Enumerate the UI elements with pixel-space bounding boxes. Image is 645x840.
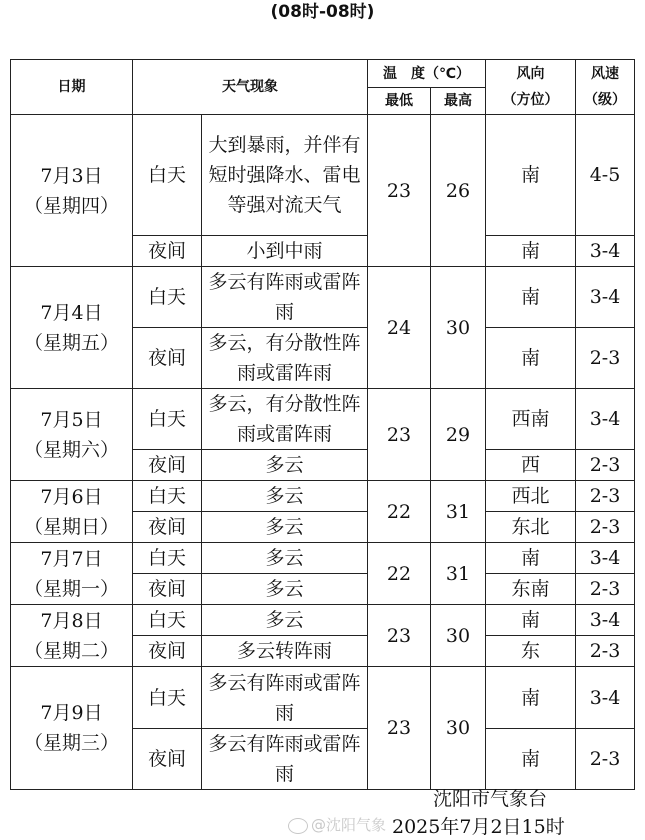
wind-speed-night: 2-3	[576, 512, 635, 543]
date-cell	[11, 115, 133, 267]
weekday-text: （星期日）	[23, 515, 119, 538]
weather-night: 多云转阵雨	[202, 636, 368, 667]
wind-speed-day: 3-4	[576, 267, 635, 328]
wind-speed-day: 3-4	[576, 389, 635, 450]
weibo-logo-icon	[288, 818, 308, 834]
period-label-day: 白天	[133, 667, 202, 729]
header-date: 日期	[11, 60, 133, 115]
header-wind-direction-line1: 风向	[516, 66, 545, 82]
period-label-day: 白天	[133, 115, 202, 236]
header-weather: 天气现象	[133, 60, 368, 115]
wind-speed-night: 2-3	[576, 328, 635, 389]
weather-day: 多云有阵雨或雷阵雨	[202, 667, 368, 729]
period-label-day: 白天	[133, 481, 202, 512]
wind-speed-day: 4-5	[576, 115, 635, 236]
weather-night: 多云	[202, 574, 368, 605]
forecast-table	[10, 59, 635, 790]
header-wind-direction-line2: （方位）	[502, 92, 559, 108]
weather-day: 多云	[202, 481, 368, 512]
watermark	[288, 813, 386, 837]
min-temp: 22	[368, 543, 431, 605]
wind-direction-day: 南	[486, 605, 576, 636]
period-label-day: 白天	[133, 267, 202, 328]
wind-direction-day: 西北	[486, 481, 576, 512]
max-temp: 26	[431, 115, 486, 267]
header-wind-speed-line1: 风速	[591, 66, 619, 82]
wind-speed-night: 2-3	[576, 729, 635, 790]
weather-day: 大到暴雨，并伴有短时强降水、雷电等强对流天气	[202, 115, 368, 236]
weather-night: 多云有阵雨或雷阵雨	[202, 729, 368, 790]
min-temp: 22	[368, 481, 431, 543]
wind-direction-night: 南	[486, 729, 576, 790]
day-row	[11, 389, 635, 450]
weekday-text: （星期六）	[23, 438, 119, 461]
header-max-temp: 最高	[431, 88, 486, 115]
day-row	[11, 543, 635, 574]
weather-day: 多云	[202, 605, 368, 636]
date-text: 7月6日	[40, 485, 103, 508]
date-text: 7月8日	[40, 609, 103, 632]
header-wind-direction	[486, 60, 576, 115]
header-row-1	[11, 60, 635, 88]
wind-speed-night: 2-3	[576, 636, 635, 667]
period-label-night: 夜间	[133, 574, 202, 605]
wind-speed-day: 3-4	[576, 605, 635, 636]
period-label-night: 夜间	[133, 450, 202, 481]
weather-day: 多云，有分散性阵雨或雷阵雨	[202, 389, 368, 450]
header-temperature: 温 度（℃）	[368, 60, 486, 88]
date-cell	[11, 605, 133, 667]
weather-night: 小到中雨	[202, 236, 368, 267]
forecast-table-body	[11, 60, 635, 790]
weekday-text: （星期五）	[23, 331, 119, 354]
max-temp: 31	[431, 481, 486, 543]
watermark-text: @沈阳气象	[311, 816, 387, 834]
header-min-temp: 最低	[368, 88, 431, 115]
max-temp: 30	[431, 605, 486, 667]
max-temp: 31	[431, 543, 486, 605]
min-temp: 24	[368, 267, 431, 389]
weather-day: 多云有阵雨或雷阵雨	[202, 267, 368, 328]
min-temp: 23	[368, 115, 431, 267]
max-temp: 30	[431, 667, 486, 790]
period-label-night: 夜间	[133, 328, 202, 389]
date-cell	[11, 543, 133, 605]
wind-direction-night: 东北	[486, 512, 576, 543]
document-title: (08时-08时)	[270, 2, 375, 22]
weather-night: 多云	[202, 450, 368, 481]
issue-datetime: 2025年7月2日15时	[392, 816, 565, 838]
header-wind-speed-line2: （级）	[584, 92, 626, 108]
weekday-text: （星期二）	[23, 639, 119, 662]
weekday-text: （星期三）	[23, 732, 119, 754]
period-label-night: 夜间	[133, 729, 202, 790]
day-row	[11, 481, 635, 512]
day-row	[11, 115, 635, 236]
wind-direction-day: 南	[486, 543, 576, 574]
weekday-text: （星期四）	[23, 194, 119, 217]
wind-speed-day: 3-4	[576, 543, 635, 574]
wind-speed-night: 2-3	[576, 450, 635, 481]
date-cell	[11, 481, 133, 543]
wind-speed-day: 2-3	[576, 481, 635, 512]
date-text: 7月7日	[40, 547, 103, 570]
min-temp: 23	[368, 667, 431, 790]
header-wind-speed	[576, 60, 635, 115]
period-label-day: 白天	[133, 605, 202, 636]
weather-night: 多云，有分散性阵雨或雷阵雨	[202, 328, 368, 389]
period-label-night: 夜间	[133, 512, 202, 543]
wind-direction-night: 南	[486, 236, 576, 267]
wind-speed-day: 3-4	[576, 667, 635, 729]
wind-speed-night: 2-3	[576, 574, 635, 605]
wind-direction-day: 西南	[486, 389, 576, 450]
min-temp: 23	[368, 389, 431, 481]
weekday-text: （星期一）	[23, 577, 119, 600]
min-temp: 23	[368, 605, 431, 667]
issuing-organization: 沈阳市气象台	[433, 788, 548, 810]
wind-speed-night: 3-4	[576, 236, 635, 267]
period-label-night: 夜间	[133, 236, 202, 267]
period-label-day: 白天	[133, 389, 202, 450]
day-row	[11, 605, 635, 636]
weather-day: 多云	[202, 543, 368, 574]
date-text: 7月4日	[40, 301, 103, 324]
weather-night: 多云	[202, 512, 368, 543]
period-label-day: 白天	[133, 543, 202, 574]
wind-direction-day: 南	[486, 667, 576, 729]
date-text: 7月5日	[40, 408, 103, 431]
date-text: 7月3日	[40, 164, 103, 187]
day-row	[11, 667, 635, 729]
wind-direction-night: 南	[486, 328, 576, 389]
date-text: 7月9日	[40, 702, 103, 724]
wind-direction-night: 西	[486, 450, 576, 481]
max-temp: 30	[431, 267, 486, 389]
period-label-night: 夜间	[133, 636, 202, 667]
max-temp: 29	[431, 389, 486, 481]
wind-direction-day: 南	[486, 115, 576, 236]
day-row	[11, 267, 635, 328]
wind-direction-day: 南	[486, 267, 576, 328]
date-cell	[11, 667, 133, 790]
date-cell	[11, 267, 133, 389]
wind-direction-night: 东	[486, 636, 576, 667]
wind-direction-night: 东南	[486, 574, 576, 605]
date-cell	[11, 389, 133, 481]
